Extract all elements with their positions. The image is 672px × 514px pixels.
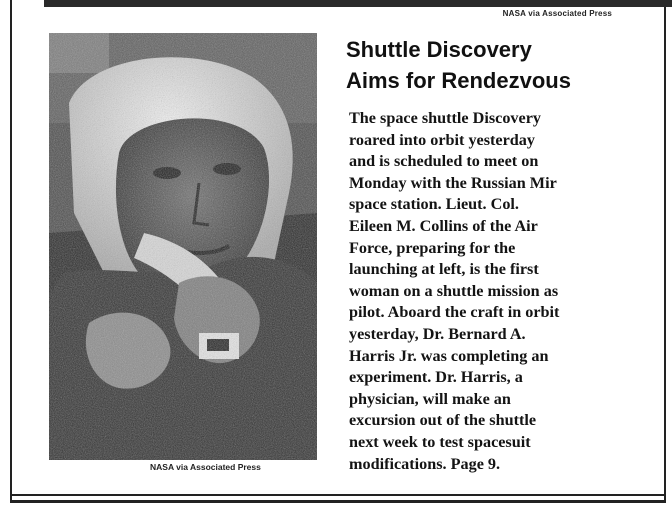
bottom-rule-thick (10, 500, 666, 503)
caption-line: Eileen M. Collins of the Air (349, 216, 538, 235)
caption-line: and is scheduled to meet on (349, 152, 539, 171)
caption-line: roared into orbit yesterday (349, 130, 535, 149)
caption-line: excursion out of the shuttle (349, 411, 537, 430)
news-photo (49, 33, 317, 460)
frame-left-border (10, 0, 12, 500)
frame-right-border (664, 0, 666, 500)
caption-line: Force, preparing for the (349, 238, 516, 257)
caption-line: pilot. Aboard the craft in orbit (349, 303, 560, 322)
caption-line: experiment. Dr. Harris, a (349, 368, 523, 387)
headline-line: Aims for Rendezvous (346, 68, 571, 93)
astronaut-photo-illustration (49, 33, 317, 460)
caption-line: modifications. Page 9. (349, 454, 501, 473)
caption-line: next week to test spacesuit (349, 432, 531, 451)
caption-line: yesterday, Dr. Bernard A. (349, 324, 526, 343)
bottom-rule (10, 494, 666, 496)
caption-line: woman on a shuttle mission as (349, 281, 559, 300)
previous-photo-edge (44, 0, 672, 7)
caption-line: physician, will make an (349, 389, 511, 408)
caption-line: The space shuttle Discovery (349, 109, 541, 127)
caption-line: Monday with the Russian Mir (349, 173, 557, 192)
caption-line: space station. Lieut. Col. (349, 195, 519, 214)
caption-body (349, 108, 649, 475)
headline-line: Shuttle Discovery (346, 37, 532, 62)
top-photo-credit: NASA via Associated Press (502, 9, 612, 18)
photo-credit: NASA via Associated Press (150, 462, 261, 472)
headline (346, 34, 646, 96)
caption-line: launching at left, is the first (349, 260, 539, 279)
caption-line: Harris Jr. was completing an (349, 346, 549, 365)
